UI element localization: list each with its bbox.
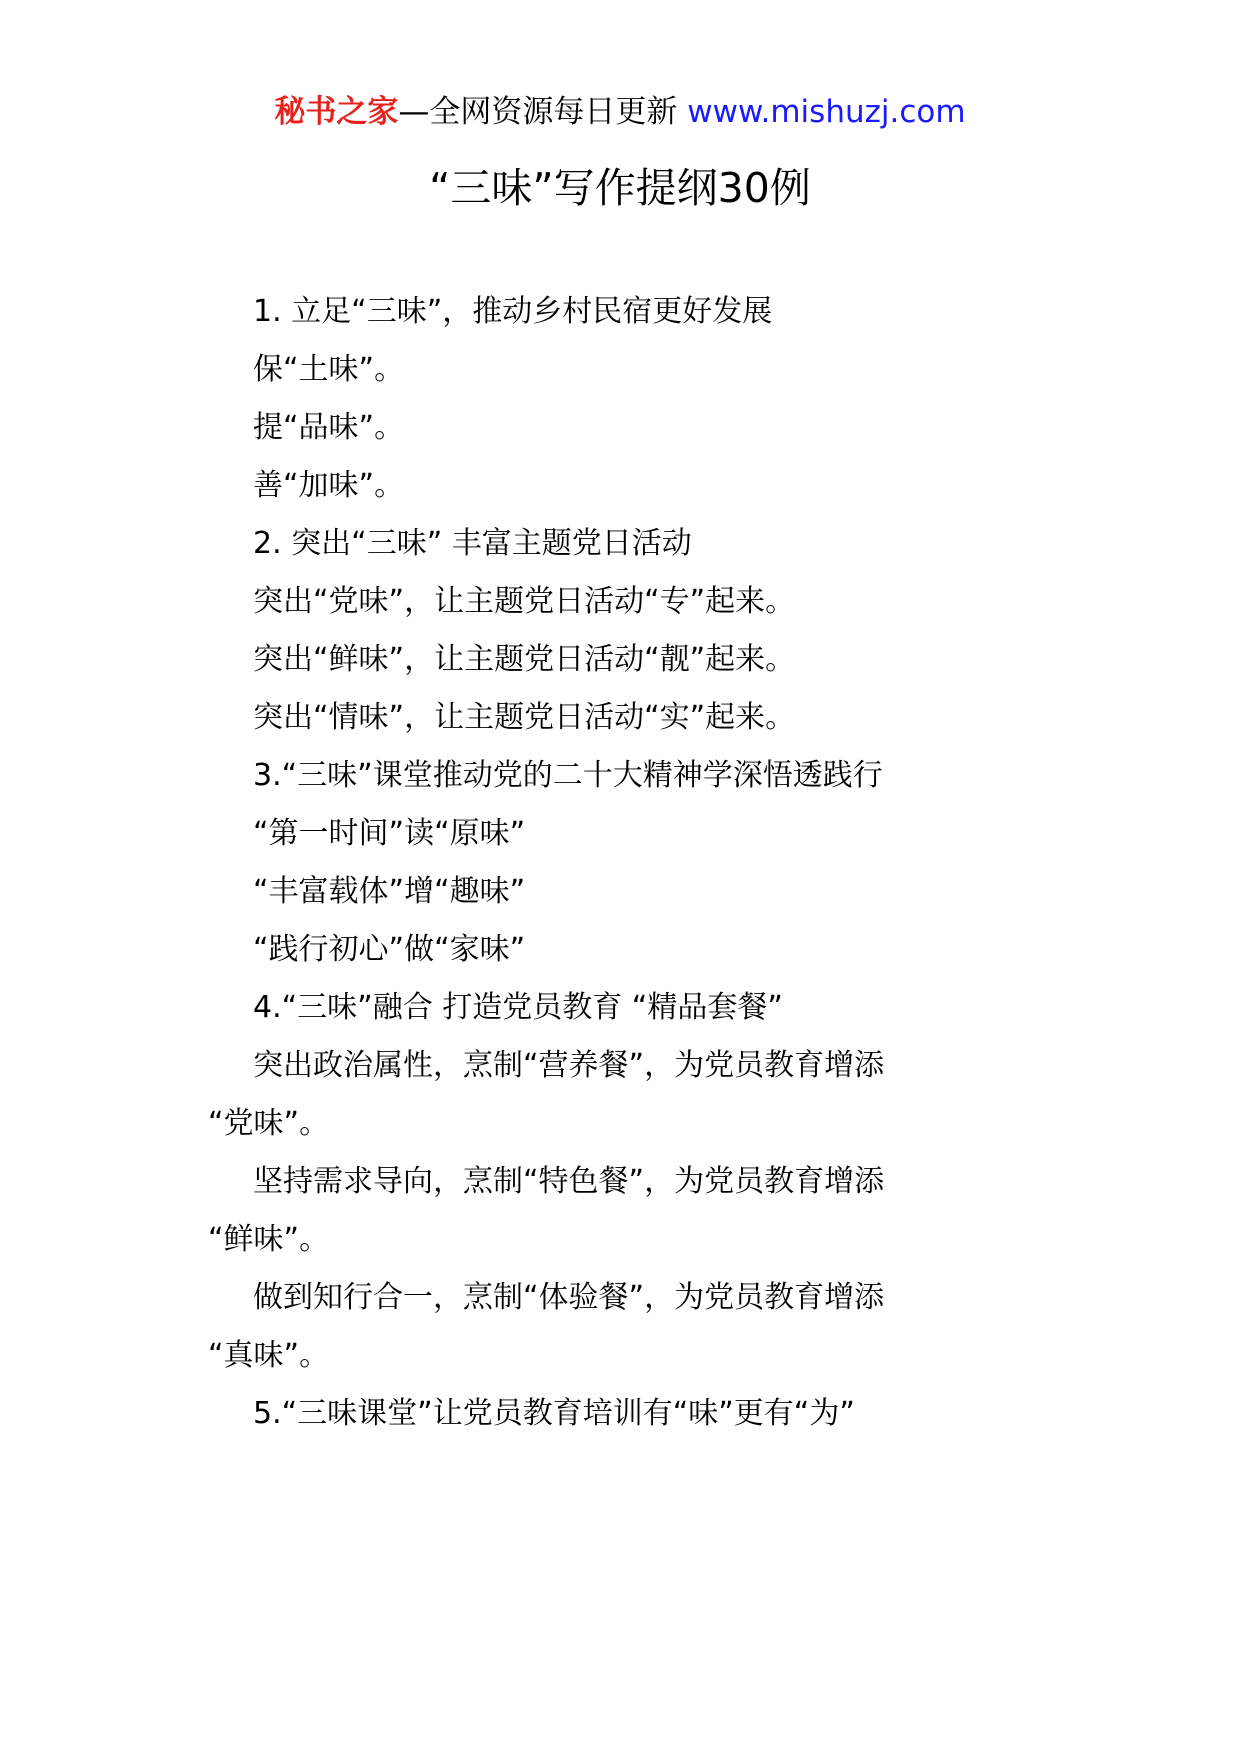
outline-item: 做到知行合一，烹制“体验餐”，为党员教育增添 [253, 1280, 885, 1315]
site-slogan: —全网资源每日更新 [398, 94, 678, 130]
section-heading-1: 1. 立足“三味”，推动乡村民宿更好发展 [253, 294, 773, 329]
outline-item: 突出“鲜味”，让主题党日活动“靓”起来。 [253, 642, 796, 677]
outline-item: “践行初心”做“家味” [253, 932, 526, 967]
outline-item: 突出“党味”，让主题党日活动“专”起来。 [253, 584, 796, 619]
outline-item: 坚持需求导向，烹制“特色餐”，为党员教育增添 [253, 1164, 885, 1199]
outline-item: 突出“情味”，让主题党日活动“实”起来。 [253, 700, 796, 735]
outline-item: 善“加味”。 [253, 468, 405, 503]
outline-item: 突出政治属性，烹制“营养餐”，为党员教育增添 [253, 1048, 885, 1083]
section-heading-2: 2. 突出“三味” 丰富主题党日活动 [253, 526, 692, 561]
outline-item-continuation: “真味”。 [208, 1338, 330, 1373]
site-url[interactable]: www.mishuzj.com [687, 94, 966, 130]
outline-item-continuation: “党味”。 [208, 1106, 330, 1141]
outline-item-continuation: “鲜味”。 [208, 1222, 330, 1257]
document-title: “三味”写作提纲30例 [429, 164, 811, 212]
outline-item: “第一时间”读“原味” [253, 816, 526, 851]
section-heading-3: 3.“三味”课堂推动党的二十大精神学深悟透践行 [253, 758, 883, 793]
outline-item: 保“土味”。 [253, 352, 405, 387]
section-heading-4: 4.“三味”融合 打造党员教育 “精品套餐” [253, 990, 783, 1025]
section-heading-5: 5.“三味课堂”让党员教育培训有“味”更有“为” [253, 1396, 855, 1431]
site-header [0, 92, 1240, 132]
site-brand: 秘书之家 [274, 94, 399, 130]
outline-item: “丰富载体”增“趣味” [253, 874, 526, 909]
outline-item: 提“品味”。 [253, 410, 405, 445]
